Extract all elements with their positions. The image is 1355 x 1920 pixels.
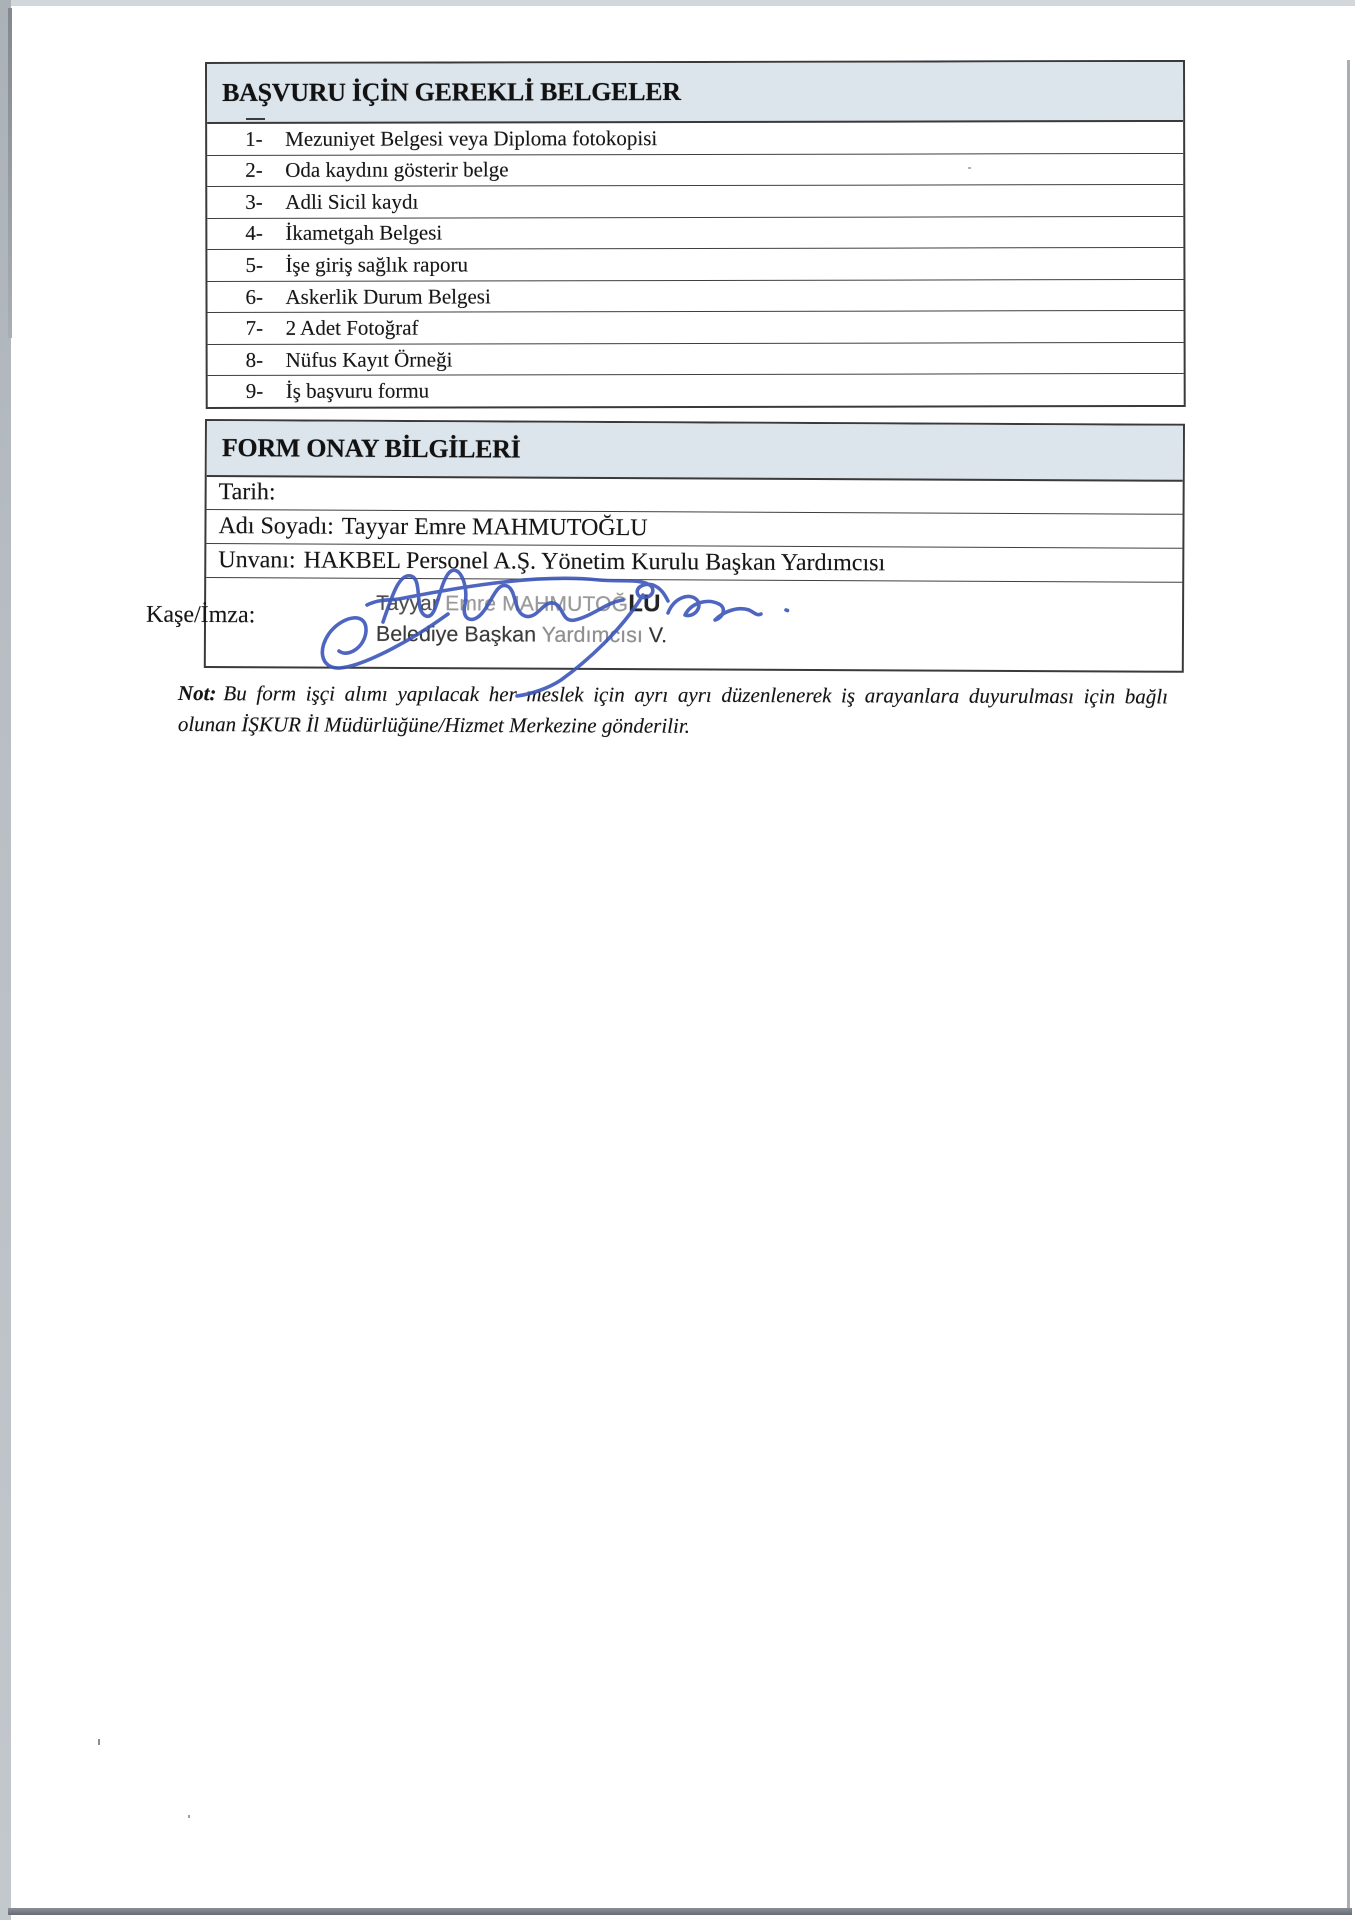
required-documents-header xyxy=(207,62,1183,124)
scan-speck xyxy=(188,1815,190,1818)
row-number: 8- xyxy=(245,347,264,372)
handwritten-signature xyxy=(295,540,810,705)
stamp-signature-label: Kaşe/İmza: xyxy=(145,601,256,628)
date-label: Tarih: xyxy=(218,479,276,506)
signature-end-curl xyxy=(668,596,761,620)
required-document-row-9 xyxy=(208,374,1184,407)
scan-edge-right xyxy=(1347,60,1350,1915)
scan-speck xyxy=(98,1739,100,1745)
field-row-date xyxy=(207,477,1183,514)
required-document-row-5 xyxy=(207,248,1183,282)
row-number: 2- xyxy=(245,158,263,183)
row-number: 6- xyxy=(245,284,264,309)
row-label: Askerlik Durum Belgesi xyxy=(285,283,491,309)
required-document-row-6 xyxy=(207,280,1183,314)
scan-edge-bottom xyxy=(8,1908,1352,1915)
required-document-row-7 xyxy=(208,311,1184,345)
row-number: 4- xyxy=(245,221,263,246)
required-document-row-4 xyxy=(207,217,1183,251)
footnote-line-1: Not: Bu form işçi alımı yapılacak her meslek için ayrı ayrı düzenlenerek iş arayanlara duyurulması için bağlı xyxy=(177,681,1168,709)
row-label: İş başvuru formu xyxy=(285,378,430,403)
footnote-line-2: olunan İŞKUR İl Müdürlüğüne/Hizmet Merkezine gönderilir. xyxy=(177,711,690,738)
row-label: Mezuniyet Belgesi veya Diploma fotokopisi xyxy=(285,125,658,151)
scan-edge-left-shadow xyxy=(8,8,12,338)
form-approval-header xyxy=(207,421,1183,482)
stamp-name-line: Tayyar Emre MAHMUTOĞLU xyxy=(376,589,661,617)
row-number: 5- xyxy=(245,252,263,277)
required-document-row-8 xyxy=(208,343,1184,377)
row-label: Oda kaydını gösterir belge xyxy=(285,157,509,183)
required-document-row-2 xyxy=(207,153,1183,187)
scan-edge-top xyxy=(0,0,1355,6)
signature-left-loop xyxy=(322,614,448,668)
footnote-label: Not: xyxy=(177,681,217,706)
row-number: 3- xyxy=(245,189,263,214)
row-label: 2 Adet Fotoğraf xyxy=(285,315,419,340)
row-label: İkametgah Belgesi xyxy=(285,220,443,246)
title-label: Unvanı: xyxy=(218,546,296,574)
row-number: 1- xyxy=(245,126,263,151)
required-documents-table xyxy=(205,60,1186,409)
signature-dot xyxy=(786,610,788,611)
stamp-title-line: Belediye Başkan Yardımcısı V. xyxy=(375,621,668,647)
scan-artifact-dash xyxy=(246,118,265,120)
row-label: Adli Sicil kaydı xyxy=(285,189,419,214)
scan-speck xyxy=(968,167,971,169)
row-number: 7- xyxy=(245,315,264,340)
row-number: 9- xyxy=(245,379,264,404)
required-documents-title: BAŞVURU İÇİN GEREKLİ BELGELER xyxy=(222,77,681,107)
required-document-row-3 xyxy=(207,185,1183,219)
required-document-row-1 xyxy=(207,122,1183,156)
title-value: HAKBEL Personel A.Ş. Yönetim Kurulu Başkan Yardımcısı xyxy=(303,547,886,577)
row-label: İşe giriş sağlık raporu xyxy=(285,252,468,277)
row-label: Nüfus Kayıt Örneği xyxy=(285,347,453,372)
name-label: Adı Soyadı: xyxy=(218,512,334,540)
name-value: Tayyar Emre MAHMUTOĞLU xyxy=(341,513,648,541)
form-approval-title: FORM ONAY BİLGİLERİ xyxy=(221,433,521,464)
signature-tail xyxy=(517,595,643,696)
